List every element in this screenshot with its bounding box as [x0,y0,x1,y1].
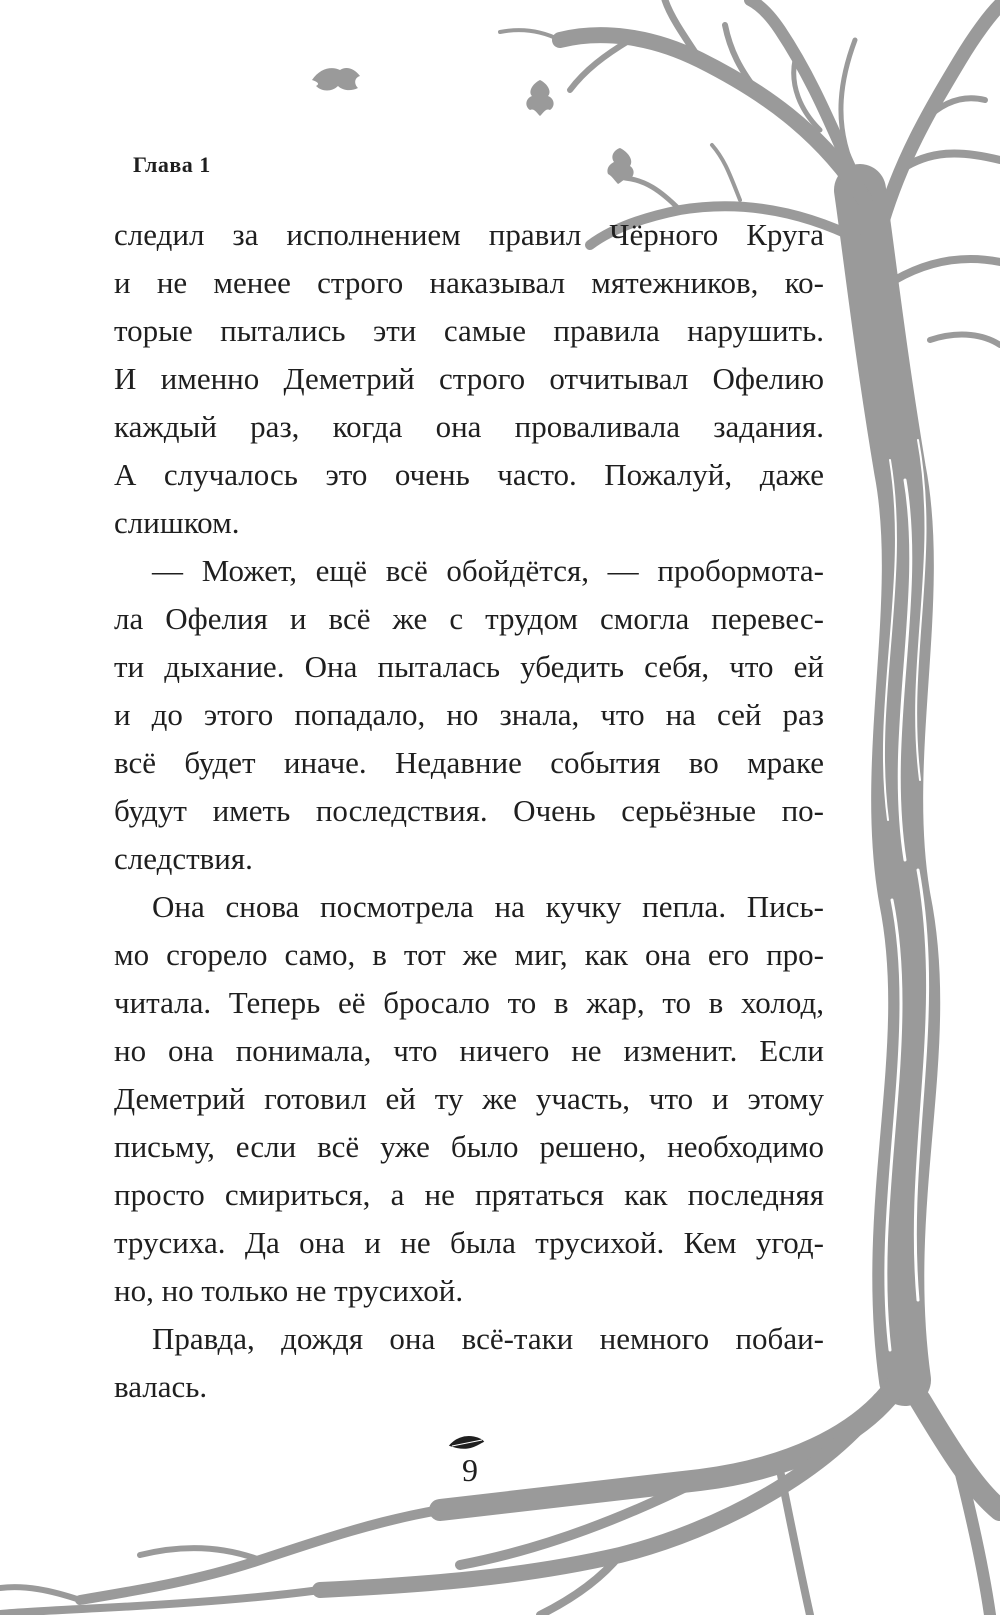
paragraph [114,547,824,883]
text-line: просто смириться, а не прятаться как последняя [114,1177,824,1212]
text-line: А случалось это очень часто. Пожалуй, даже [114,457,824,492]
text-line: следствия. [114,841,253,876]
text-line: мо сгорело само, в тот же миг, как она его про- [114,937,824,972]
running-head: Глава 1 [133,152,211,177]
text-line: торые пытались эти самые правила нарушить. [114,313,824,348]
text-line: следил за исполнением правил Чёрного Круга [114,217,824,252]
text-line: И именно Деметрий строго отчитывал Офелию [114,361,824,396]
oak-leaf-icon [604,146,638,186]
tree-branch-15 [841,40,855,160]
text-line: Деметрий готовил ей ту же участь, что и этому [114,1081,824,1116]
text-line: ти дыхание. Она пыталась убедить себя, что ей [114,649,824,684]
text-line: и не менее строго наказывал мятежников, ко- [114,265,824,300]
text-line: читала. Теперь её бросало то в жар, то в холод, [114,985,824,1020]
tree-branch-13 [712,145,740,200]
tree-root-8 [140,1548,260,1560]
tree-root-11 [780,1470,810,1615]
paragraph [114,1315,824,1411]
text-line: ла Офелия и всё же с трудом смогла перевес- [114,601,824,636]
tree-branch-3 [880,5,1000,230]
folio-leaf-ornament-icon [446,1432,486,1452]
paragraph [114,883,824,1315]
text-line: и до этого попадало, но знала, что на сей раз [114,697,824,732]
text-line: письму, если всё уже было решено, необходимо [114,1129,824,1164]
text-line: трусиха. Да она и не была трусихой. Кем угод- [114,1225,824,1260]
text-line: валась. [114,1369,208,1404]
body-text [114,211,824,1411]
oak-leaf-icon [522,78,558,118]
oak-leaf-icon [310,62,362,96]
page-number: 9 [462,1452,478,1488]
tree-branch-14 [500,30,560,40]
tree-branch-16 [930,335,1000,345]
paragraph [114,211,824,547]
tree-root-9 [0,1587,80,1600]
text-line: каждый раз, когда она проваливала задания. [114,409,824,444]
text-line: Она снова посмотрела на кучку пепла. Пись- [152,889,824,924]
text-line: всё будет иначе. Недавние события во мраке [114,745,824,780]
tree-branch-11 [895,259,1000,280]
text-line: будут иметь последствия. Очень серьёзные по- [114,793,824,828]
text-line: — Может, ещё всё обойдётся, — пробормота- [152,553,824,588]
text-line: Правда, дождя она всё-таки немного побаи- [152,1321,824,1356]
text-line: но, но только не трусихой. [114,1273,464,1308]
text-line: слишком. [114,505,240,540]
tree-branch-6 [570,40,630,90]
text-line: но она понимала, что ничего не изменит. Если [114,1033,824,1068]
